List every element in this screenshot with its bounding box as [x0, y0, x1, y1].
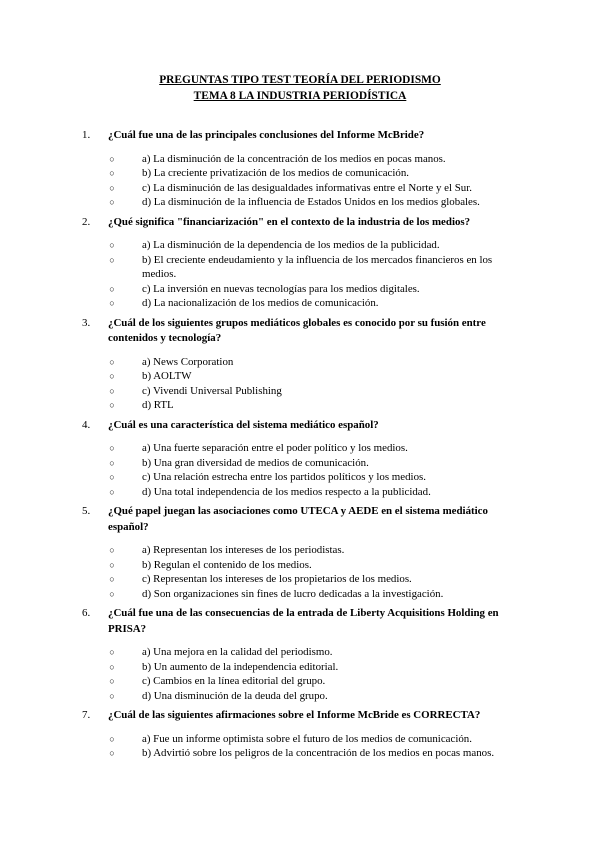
question-number: 3. [82, 316, 91, 329]
question-item [82, 128, 522, 210]
circle-bullet-icon: ○ [109, 197, 115, 207]
answer-option-text: b) Advirtió sobre los peligros de la concentración de los medios en pocas manos. [142, 747, 495, 759]
circle-bullet-icon: ○ [109, 356, 115, 367]
circle-bullet-icon: ○ [109, 443, 115, 453]
circle-bullet-icon: ○ [109, 676, 115, 686]
question-item [82, 606, 522, 703]
question-heading [82, 504, 522, 535]
answer-options [82, 238, 522, 311]
circle-bullet-icon: ○ [109, 486, 115, 497]
circle-bullet-icon: ○ [109, 283, 115, 294]
circle-bullet-icon: ○ [109, 545, 115, 555]
circle-bullet-icon: ○ [109, 254, 115, 265]
answer-option-text: d) Una total independencia de los medios respecto a la publicidad. [142, 485, 431, 498]
answer-option [82, 572, 522, 587]
question-item [82, 215, 522, 311]
question-number: 4. [82, 418, 91, 431]
answer-option-text: a) Fue un informe optimista sobre el futuro de los medios de comunicación. [142, 732, 472, 745]
question-number: 7. [82, 709, 91, 721]
circle-bullet-icon: ○ [109, 733, 115, 744]
answer-option-text: d) Son organizaciones sin fines de lucro dedicadas a la investigación. [142, 587, 444, 600]
answer-option-text: a) Una fuerte separación entre el poder político y los medios. [142, 442, 408, 454]
question-number: 6. [82, 607, 91, 619]
circle-bullet-icon: ○ [109, 472, 115, 482]
document-title: PREGUNTAS TIPO TEST TEORÍA DEL PERIODISMO [159, 74, 441, 86]
answer-option [82, 543, 522, 558]
answer-option [82, 558, 522, 573]
answer-option [82, 398, 522, 413]
answer-option [82, 253, 522, 282]
answer-options [82, 732, 522, 761]
question-item [82, 316, 522, 413]
answer-options [82, 441, 522, 499]
answer-option-text: b) Una gran diversidad de medios de comunicación. [142, 456, 369, 469]
answer-option-text: c) La disminución de las desigualdades informativas entre el Norte y el Sur. [142, 181, 472, 194]
circle-bullet-icon: ○ [109, 559, 115, 570]
question-heading [82, 316, 522, 347]
answer-option-text: c) Vivendi Universal Publishing [142, 384, 282, 397]
answer-option-text: c) Cambios en la línea editorial del grupo. [142, 675, 326, 687]
circle-bullet-icon: ○ [109, 690, 115, 701]
circle-bullet-icon: ○ [109, 574, 115, 584]
answer-option-text: b) Un aumento de la independencia editorial. [142, 660, 339, 673]
answer-option [82, 732, 522, 747]
question-text: ¿Cuál fue una de las consecuencias de la entrada de Liberty Acquisitions Holding en PRISA? [108, 607, 499, 635]
circle-bullet-icon: ○ [109, 298, 115, 308]
question-text: ¿Cuál de los siguientes grupos mediáticos globales es conocido por su fusión entre contenidos y tecnología? [108, 316, 486, 344]
answer-option-text: d) Una disminución de la deuda del grupo. [142, 689, 328, 702]
answer-options [82, 543, 522, 601]
answer-options [82, 645, 522, 703]
question-text: ¿Cuál fue una de las principales conclusiones del Informe McBride? [108, 129, 425, 141]
answer-option-text: c) Representan los intereses de los propietarios de los medios. [142, 573, 412, 585]
question-number: 5. [82, 505, 91, 517]
question-text: ¿Qué significa "financiarización" en el contexto de la industria de los medios? [108, 215, 471, 228]
answer-option [82, 195, 522, 210]
answer-option [82, 587, 522, 602]
answer-option [82, 296, 522, 311]
answer-option [82, 689, 522, 704]
question-heading [82, 606, 522, 637]
circle-bullet-icon: ○ [109, 371, 115, 381]
question-heading [82, 128, 522, 144]
answer-option [82, 369, 522, 384]
answer-option [82, 384, 522, 399]
question-list [82, 128, 522, 761]
question-number: 1. [82, 129, 91, 141]
answer-option-text: d) La disminución de la influencia de Estados Unidos en los medios globales. [142, 196, 480, 208]
answer-option [82, 485, 522, 500]
answer-option [82, 660, 522, 675]
answer-option [82, 355, 522, 370]
question-item [82, 708, 522, 761]
question-text: ¿Qué papel juegan las asociaciones como UTECA y AEDE en el sistema mediático español? [108, 505, 488, 533]
answer-option [82, 152, 522, 167]
answer-option [82, 238, 522, 253]
circle-bullet-icon: ○ [109, 240, 115, 250]
answer-option [82, 674, 522, 689]
answer-option-text: b) El creciente endeudamiento y la influencia de los mercados financieros en los medios. [142, 253, 493, 280]
question-item [82, 418, 522, 500]
answer-option-text: a) Representan los intereses de los periodistas. [142, 544, 345, 556]
circle-bullet-icon: ○ [109, 457, 115, 468]
answer-option-text: a) Una mejora en la calidad del periodismo. [142, 646, 333, 658]
circle-bullet-icon: ○ [109, 647, 115, 657]
answer-option-text: b) AOLTW [142, 370, 192, 382]
answer-options [82, 355, 522, 413]
question-number: 2. [82, 215, 91, 228]
circle-bullet-icon: ○ [109, 588, 115, 599]
answer-option [82, 746, 522, 761]
document-subtitle: TEMA 8 LA INDUSTRIA PERIODÍSTICA [193, 90, 407, 102]
question-heading [82, 418, 522, 434]
answer-option-text: a) La disminución de la concentración de los medios en pocas manos. [142, 152, 446, 165]
circle-bullet-icon: ○ [109, 182, 115, 193]
document-header [0, 72, 600, 104]
circle-bullet-icon: ○ [109, 748, 115, 758]
answer-option [82, 441, 522, 456]
circle-bullet-icon: ○ [109, 400, 115, 410]
answer-option-text: c) La inversión en nuevas tecnologías para los medios digitales. [142, 282, 420, 295]
question-text: ¿Cuál de las siguientes afirmaciones sobre el Informe McBride es CORRECTA? [108, 709, 481, 721]
question-heading [82, 708, 522, 724]
answer-option-text: d) La nacionalización de los medios de comunicación. [142, 297, 379, 309]
circle-bullet-icon: ○ [109, 168, 115, 178]
circle-bullet-icon: ○ [109, 385, 115, 396]
answer-option [82, 282, 522, 297]
answer-options [82, 152, 522, 210]
answer-option [82, 456, 522, 471]
answer-option-text: b) La creciente privatización de los medios de comunicación. [142, 167, 410, 179]
answer-option-text: d) RTL [142, 399, 174, 411]
answer-option [82, 470, 522, 485]
circle-bullet-icon: ○ [109, 153, 115, 164]
answer-option-text: c) Una relación estrecha entre los partidos políticos y los medios. [142, 471, 426, 483]
answer-option-text: b) Regulan el contenido de los medios. [142, 558, 312, 571]
question-item [82, 504, 522, 601]
answer-option-text: a) News Corporation [142, 355, 234, 368]
question-heading [82, 215, 522, 231]
question-text: ¿Cuál es una característica del sistema mediático español? [108, 418, 379, 431]
answer-option-text: a) La disminución de la dependencia de los medios de la publicidad. [142, 239, 440, 251]
answer-option [82, 181, 522, 196]
answer-option [82, 166, 522, 181]
answer-option [82, 645, 522, 660]
circle-bullet-icon: ○ [109, 661, 115, 672]
